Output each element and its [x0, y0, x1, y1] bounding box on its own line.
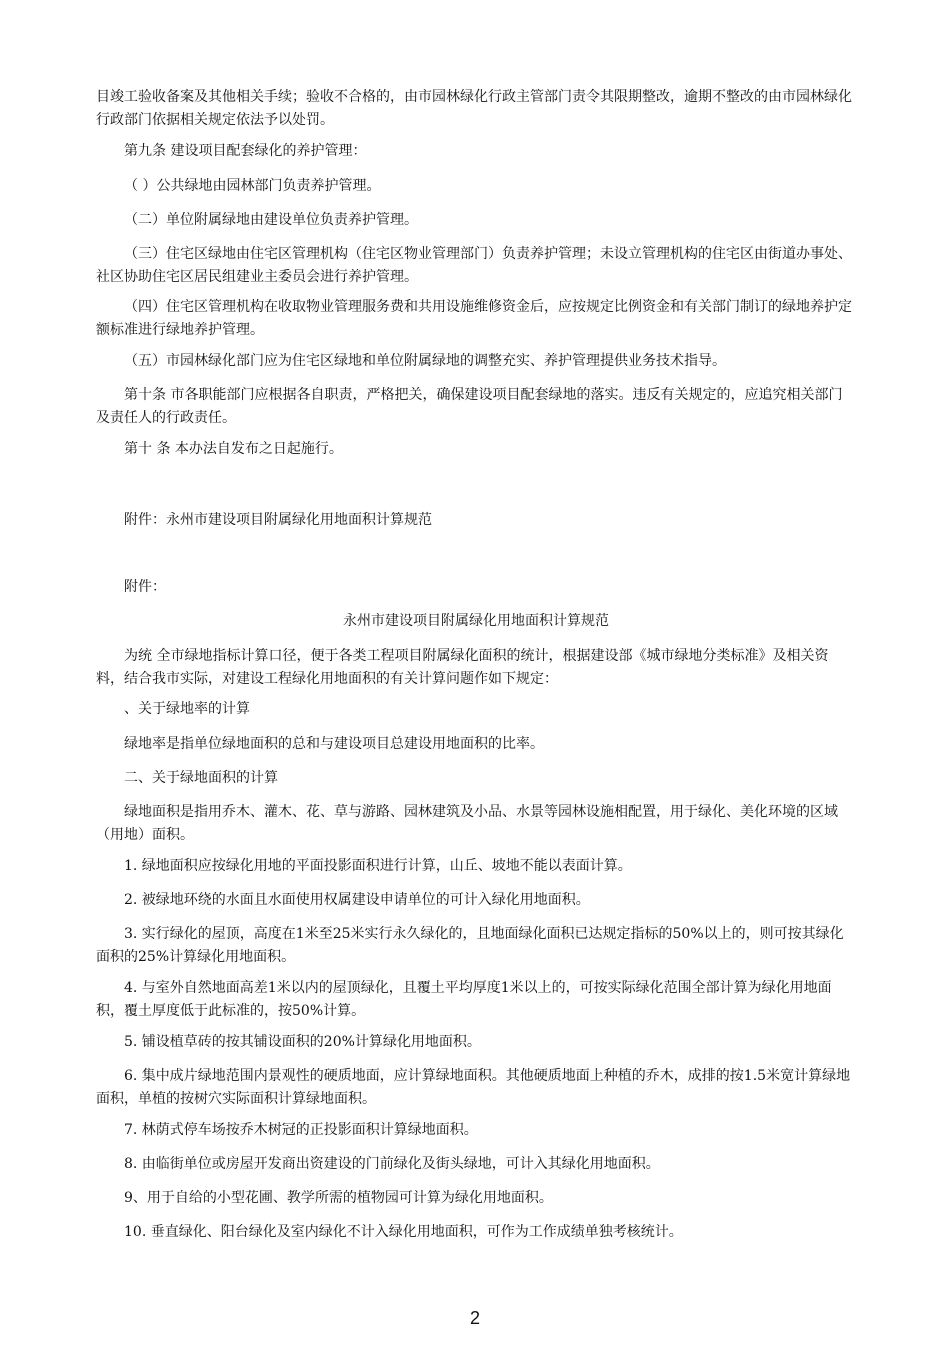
section-2-heading: 二、关于绿地面积的计算 — [124, 770, 278, 786]
rule-6: 6. 集中成片绿地范围内景观性的硬质地面，应计算绿地面积。其他硬质地面上种植的乔木，成排的按1.5米宽计算绿地面积，单植的按树穴实际面积计算绿地面积。 — [96, 1068, 851, 1107]
green-area-definition: 绿地面积是指用乔木、灌木、花、草与游路、园林建筑及小品、水景等园林设施相配置，用于绿化、美化环境的区域（用地）面积。 — [96, 804, 838, 843]
article-9-item-1: （ ）公共绿地由园林部门负责养护管理。 — [124, 178, 381, 194]
article-9-item-4: （四）住宅区管理机构在收取物业管理服务费和共用设施维修资金后，应按规定比例资金和有关部门制订的绿地养护定额标准进行绿地养护管理。 — [96, 299, 852, 338]
rule-2: 2. 被绿地环绕的水面且水面使用权属建设申请单位的可计入绿化用地面积。 — [124, 892, 590, 908]
article-9-item-3: （三）住宅区绿地由住宅区管理机构（住宅区物业管理部门）负责养护管理；未设立管理机构的住宅区由街道办事处、社区协助住宅区居民组建业主委员会进行养护管理。 — [96, 246, 852, 285]
attachment-label: 附件： — [124, 579, 166, 595]
attachment-reference: 附件：永州市建设项目附属绿化用地面积计算规范 — [124, 512, 432, 528]
article-9-heading: 第九条 建设项目配套绿化的养护管理： — [124, 143, 367, 159]
article-9-item-5: （五）市园林绿化部门应为住宅区绿地和单位附属绿地的调整充实、养护管理提供业务技术指导。 — [124, 353, 726, 369]
article-9-item-2: （二）单位附属绿地由建设单位负责养护管理。 — [124, 212, 418, 228]
section-1-heading: 、关于绿地率的计算 — [124, 701, 250, 717]
page-number: 2 — [469, 1308, 480, 1328]
attachment-intro: 为统 全市绿地指标计算口径，便于各类工程项目附属绿化面积的统计，根据建设部《城市绿地分类标准》及相关资料，结合我市实际，对建设工程绿化用地面积的有关计算问题作如下规定： — [96, 648, 829, 687]
rule-3: 3. 实行绿化的屋顶，高度在1米至25米实行永久绿化的，且地面绿化面积已达规定指标的50%以上的，则可按其绿化面积的25%计算绿化用地面积。 — [96, 926, 844, 965]
article-10: 第十条 市各职能部门应根据各自职责，严格把关，确保建设项目配套绿地的落实。违反有关规定的，应追究相关部门及责任人的行政责任。 — [96, 387, 843, 426]
paragraph-acceptance-continuation: 目竣工验收备案及其他相关手续；验收不合格的，由市园林绿化行政主管部门责令其限期整改，逾期不整改的由市园林绿化行政部门依据相关规定依法予以处罚。 — [96, 89, 852, 128]
rule-5: 5. 铺设植草砖的按其铺设面积的20%计算绿化用地面积。 — [124, 1034, 481, 1050]
rule-8: 8. 由临街单位或房屋开发商出资建设的门前绿化及街头绿地，可计入其绿化用地面积。 — [124, 1156, 660, 1172]
rule-1: 1. 绿地面积应按绿化用地的平面投影面积进行计算，山丘、坡地不能以表面计算。 — [124, 858, 632, 874]
attachment-title: 永州市建设项目附属绿化用地面积计算规范 — [343, 613, 609, 629]
rule-9: 9、用于自给的小型花圃、教学所需的植物园可计算为绿化用地面积。 — [124, 1190, 553, 1206]
rule-7: 7. 林荫式停车场按乔木树冠的正投影面积计算绿地面积。 — [124, 1122, 478, 1138]
article-11: 第十 条 本办法自发布之日起施行。 — [124, 441, 343, 457]
rule-4: 4. 与室外自然地面高差1米以内的屋顶绿化，且覆土平均厚度1米以上的，可按实际绿化范围全部计算为绿化用地面积，覆土厚度低于此标准的，按50%计算。 — [96, 980, 832, 1019]
rule-10: 10. 垂直绿化、阳台绿化及室内绿化不计入绿化用地面积，可作为工作成绩单独考核统计。 — [124, 1224, 683, 1240]
green-ratio-definition: 绿地率是指单位绿地面积的总和与建设项目总建设用地面积的比率。 — [124, 736, 544, 752]
